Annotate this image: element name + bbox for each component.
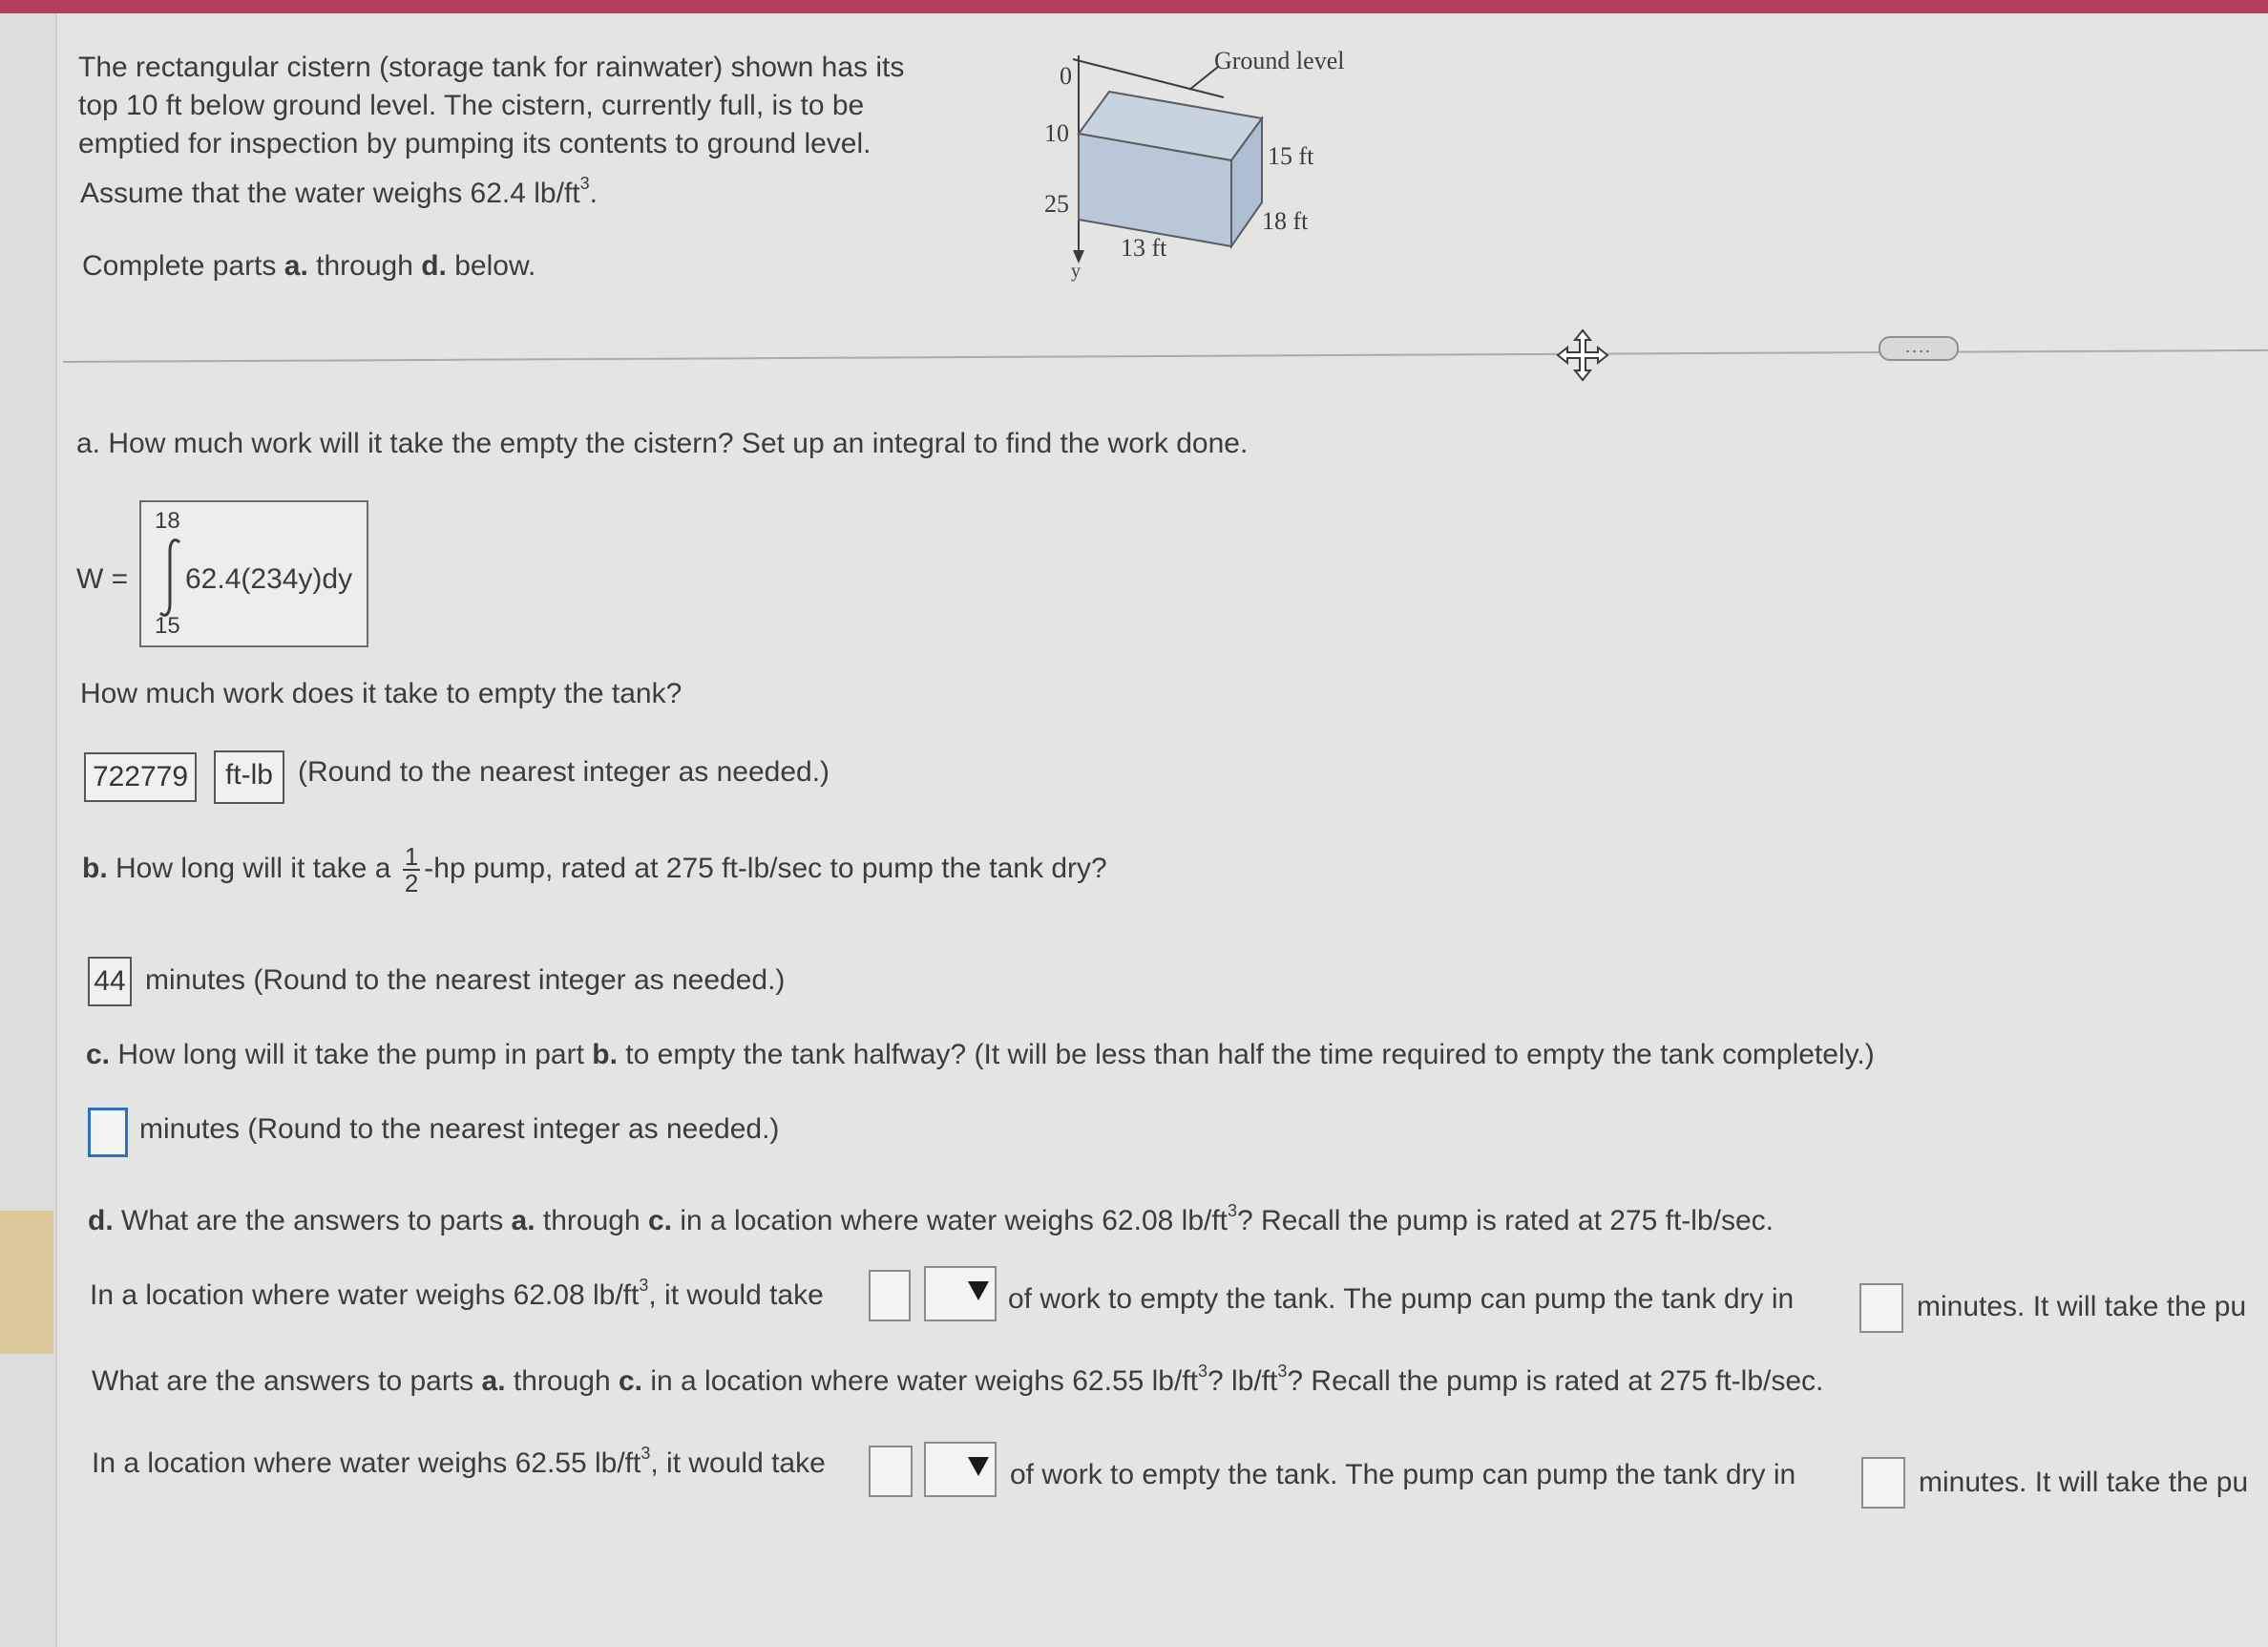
chevron-down-icon	[968, 1457, 989, 1476]
part-d-question-2: What are the answers to parts a. through c. in a location where water weighs 62.55 $lb/ft^3$? $lb/ft^3$? Recall the pump is rated at 275 ft-lb/sec.	[92, 1362, 1824, 1397]
cistern-diagram	[1031, 38, 1394, 286]
row2-dry-time-input[interactable]	[1861, 1457, 1905, 1509]
part-b-question: b. How long will it take a $\frac{1}{2}$ -hp pump, rated at 275 ft-lb/sec to pump the tank dry?	[82, 842, 1107, 898]
part-d-question: d. What are the answers to parts a. through c. in a location where water weighs 62.08 $lb/ft^3$? Recall the pump is rated at 275 ft-lb/sec.	[88, 1201, 1774, 1236]
integral-sign-icon	[155, 537, 187, 619]
complete-instruction: Complete parts a. through d. below.	[82, 250, 536, 282]
row1-work-input[interactable]	[869, 1270, 911, 1321]
row1-text-pre: In a location where water weighs 62.08 $lb/ft^3$, it would take	[90, 1276, 824, 1311]
row2-text-pre: In a location where water weighs 62.55 $lb/ft^3$, it would take	[92, 1444, 826, 1479]
row2-text-tail: minutes. It will take the pu	[1919, 1467, 2249, 1498]
part-a-round-hint: (Round to the nearest integer as needed.)	[298, 756, 830, 788]
left-panel-highlight	[0, 1211, 53, 1354]
integrand: 62.4(234y)dy	[185, 563, 353, 595]
axis-tick-25: 25	[1044, 190, 1069, 218]
left-panel-edge	[0, 13, 57, 1647]
pump-time-answer-input[interactable]: 44	[88, 957, 132, 1006]
part-c-question: c. How long will it take the pump in part b. to empty the tank halfway? (It will be less than half the time required to empty the tank completely.)	[86, 1039, 1875, 1070]
ground-level-label: Ground level	[1214, 47, 1345, 74]
more-button[interactable]: ....	[1879, 336, 1959, 361]
intro-line-4: Assume that the water weighs 62.4 $lb/ft^3$.	[80, 174, 598, 209]
intro-line-3: emptied for inspection by pumping its contents to ground level.	[78, 128, 872, 159]
row1-unit-dropdown[interactable]	[924, 1266, 997, 1321]
halfway-time-input[interactable]	[88, 1108, 128, 1157]
integral-box[interactable]	[139, 500, 368, 647]
axis-var-y: y	[1071, 261, 1081, 282]
dim-depth-label: 15 ft	[1268, 142, 1314, 170]
work-label: W =	[76, 563, 129, 595]
chevron-down-icon	[968, 1281, 989, 1300]
row2-text-work: of work to empty the tank. The pump can pump the tank dry in	[1010, 1459, 1796, 1490]
work-answer-input[interactable]: 722779	[84, 752, 197, 802]
ground-line	[1073, 59, 1224, 97]
part-b-tail: minutes (Round to the nearest integer as needed.)	[145, 964, 786, 996]
row1-dry-time-input[interactable]	[1859, 1283, 1903, 1333]
intro-line-1: The rectangular cistern (storage tank for rainwater) shown has its	[78, 52, 905, 83]
integral-upper-limit: 18	[155, 508, 180, 534]
axis-tick-0: 0	[1060, 62, 1072, 90]
row1-text-work: of work to empty the tank. The pump can pump the tank dry in	[1008, 1283, 1795, 1315]
row2-work-input[interactable]	[869, 1446, 913, 1497]
move-cursor-icon	[1556, 328, 1609, 382]
part-c-tail: minutes (Round to the nearest integer as needed.)	[139, 1113, 780, 1145]
part-a-question: a. How much work will it take the empty the cistern? Set up an integral to find the work done.	[76, 428, 1249, 459]
work-unit-dropdown[interactable]: ft-lb	[214, 750, 284, 804]
row1-text-tail: minutes. It will take the pu	[1917, 1291, 2247, 1322]
integral-lower-limit: 15	[155, 613, 180, 639]
row2-unit-dropdown[interactable]	[924, 1442, 997, 1497]
top-bar	[0, 0, 2268, 13]
intro-line-2: top 10 ft below ground level. The cistern, currently full, is to be	[78, 90, 865, 121]
dim-length-label: 13 ft	[1121, 234, 1167, 262]
axis-tick-10: 10	[1044, 119, 1069, 147]
half-fraction: $\frac{1}{2}$	[404, 842, 419, 898]
dim-width-label: 18 ft	[1262, 207, 1309, 235]
work-question: How much work does it take to empty the tank?	[80, 678, 682, 709]
